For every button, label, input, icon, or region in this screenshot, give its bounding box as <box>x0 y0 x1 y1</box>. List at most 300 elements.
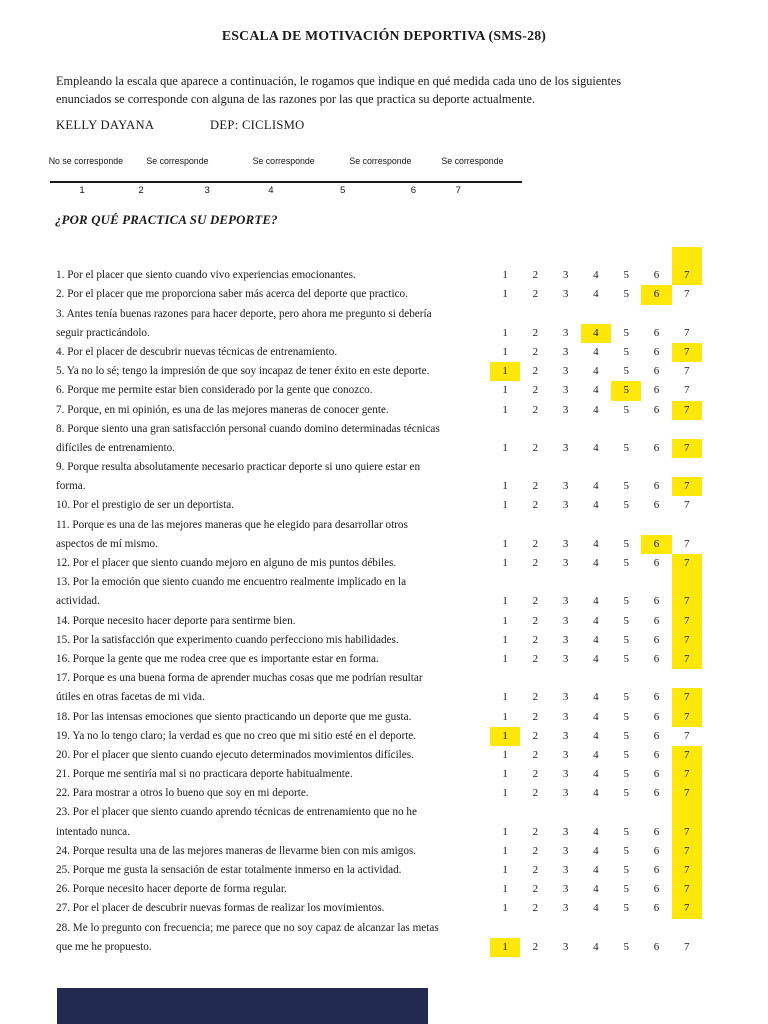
item-text-19: 19. Ya no lo tengo claro; la verdad es que no creo que mi sitio esté en el deporte. <box>56 729 417 742</box>
rating-option[interactable]: 2 <box>532 595 539 608</box>
rating-option[interactable]: 4 <box>593 557 599 569</box>
rating-option[interactable]: 2 <box>532 326 539 339</box>
rating-option[interactable]: 4 <box>593 633 599 646</box>
rating-option[interactable]: 3 <box>562 269 569 282</box>
rating-row-20 <box>490 746 702 765</box>
scale-number-6: 6 <box>410 185 417 196</box>
rating-option[interactable]: 5 <box>623 902 629 915</box>
rating-option[interactable]: 6 <box>653 883 660 896</box>
rating-option[interactable]: 1 <box>502 480 508 493</box>
rating-option[interactable]: 5 <box>623 710 629 723</box>
rating-row-11a <box>490 516 702 535</box>
rating-option[interactable]: 2 <box>532 384 539 397</box>
rating-option[interactable]: 7 <box>683 384 690 397</box>
rating-option[interactable]: 6 <box>653 633 660 646</box>
rating-option[interactable]: 2 <box>532 729 539 742</box>
rating-option[interactable]: 7 <box>683 729 690 742</box>
rating-option[interactable]: 6 <box>653 787 660 800</box>
rating-option[interactable]: 4 <box>593 365 599 378</box>
rating-option[interactable]: 2 <box>532 480 539 493</box>
rating-option[interactable]: 5 <box>623 652 629 665</box>
rating-option[interactable]: 4 <box>593 537 599 550</box>
item-text-17: útiles en otras facetas de mi vida. <box>56 691 205 704</box>
item-row-14 <box>56 612 712 631</box>
rating-option[interactable]: 3 <box>562 883 569 896</box>
item-row-9 <box>56 477 712 496</box>
rating-option[interactable]: 6 <box>653 441 660 454</box>
item-text-23a: 23. Por el placer que siento cuando aprendo técnicas de entrenamiento que no he <box>56 806 417 819</box>
rating-option[interactable]: 3 <box>562 710 569 723</box>
rating-option[interactable]: 6 <box>653 345 660 358</box>
rating-option-selected[interactable]: 5 <box>611 381 641 400</box>
item-row-12 <box>56 554 712 573</box>
rating-option[interactable]: 1 <box>502 902 508 915</box>
rating-option[interactable]: 2 <box>532 557 539 569</box>
rating-option[interactable]: 1 <box>502 614 508 627</box>
rating-row-6 <box>490 381 702 400</box>
rating-option[interactable]: 2 <box>532 345 539 358</box>
item-row-6 <box>56 381 712 400</box>
scale-number-5: 5 <box>339 185 346 196</box>
rating-option[interactable]: 5 <box>623 748 629 761</box>
rating-option[interactable]: 5 <box>623 365 629 378</box>
rating-option[interactable]: 7 <box>683 940 690 953</box>
item-row-3a <box>56 305 712 324</box>
rating-option[interactable]: 3 <box>562 902 569 915</box>
item-text-21: 21. Porque me sentiría mal si no practicara deporte habitualmente. <box>56 768 353 781</box>
rating-option[interactable]: 1 <box>502 883 508 896</box>
rating-option[interactable]: 6 <box>653 768 660 781</box>
rating-option[interactable]: 5 <box>623 940 629 953</box>
rating-option[interactable]: 7 <box>683 365 690 378</box>
rating-option <box>520 458 550 477</box>
rating-option[interactable]: 5 <box>623 883 629 896</box>
rating-option[interactable]: 6 <box>653 691 660 704</box>
rating-option[interactable]: 1 <box>502 345 508 358</box>
rating-row-13a <box>490 573 702 592</box>
rating-option[interactable]: 1 <box>502 787 508 800</box>
rating-option-selected[interactable]: 7 <box>672 823 702 842</box>
item-text-8: difíciles de entrenamiento. <box>56 441 175 454</box>
scale-number-3: 3 <box>204 185 210 196</box>
rating-option[interactable]: 7 <box>683 288 690 301</box>
rating-option[interactable]: 4 <box>593 288 599 301</box>
rating-option <box>551 573 581 592</box>
rating-option <box>490 247 520 266</box>
item-text-26: 26. Porque necesito hacer deporte de forma regular. <box>56 883 287 896</box>
rating-option[interactable]: 2 <box>532 825 539 838</box>
rating-option[interactable]: 2 <box>532 691 539 704</box>
rating-option <box>611 573 641 592</box>
page-title: ESCALA DE MOTIVACIÓN DEPORTIVA (SMS-28) <box>221 28 547 43</box>
rating-option[interactable]: 5 <box>623 345 629 358</box>
rating-option[interactable]: 4 <box>593 499 599 512</box>
rating-row-4 <box>490 343 702 362</box>
rating-option <box>581 669 611 688</box>
rating-option[interactable]: 1 <box>502 269 508 282</box>
section-heading: ¿POR QUÉ PRACTICA SU DEPORTE? <box>55 213 278 227</box>
rating-option[interactable]: 6 <box>653 710 660 723</box>
rating-option[interactable]: 2 <box>532 269 539 282</box>
rating-option[interactable]: 3 <box>562 748 569 761</box>
rating-option <box>551 247 581 266</box>
rating-option[interactable]: 7 <box>683 499 690 512</box>
rating-option[interactable]: 2 <box>532 365 539 378</box>
rating-option-selected[interactable]: 6 <box>641 535 671 554</box>
rating-row-25 <box>490 861 702 880</box>
rating-row-pre <box>490 247 702 266</box>
item-row-23a <box>56 803 712 822</box>
rating-option[interactable]: 3 <box>562 365 569 378</box>
rating-option[interactable]: 1 <box>502 864 508 876</box>
rating-option-selected[interactable]: 7 <box>672 612 702 631</box>
rating-option[interactable]: 3 <box>562 326 569 339</box>
item-text-7: 7. Porque, en mi opinión, es una de las mejores maneras de conocer gente. <box>56 403 389 416</box>
item-row-16 <box>56 650 712 669</box>
rating-option[interactable]: 1 <box>502 825 508 838</box>
rating-option[interactable]: 2 <box>532 844 539 857</box>
rating-option <box>490 516 520 535</box>
rating-option[interactable]: 6 <box>653 940 660 953</box>
rating-option-selected[interactable]: 7 <box>672 842 702 861</box>
rating-option-selected[interactable]: 7 <box>672 439 702 458</box>
rating-option[interactable]: 5 <box>623 825 629 838</box>
rating-option[interactable]: 2 <box>532 652 539 665</box>
rating-option[interactable]: 3 <box>562 288 569 301</box>
rating-option[interactable]: 2 <box>532 748 539 761</box>
rating-option[interactable]: 4 <box>593 864 599 876</box>
rating-option[interactable]: 4 <box>593 691 599 704</box>
rating-option[interactable]: 7 <box>683 537 690 550</box>
item-row-21 <box>56 765 712 784</box>
rating-option[interactable]: 4 <box>593 403 599 416</box>
rating-option <box>672 919 702 938</box>
rating-option-selected[interactable]: 7 <box>672 554 702 573</box>
rating-option[interactable]: 6 <box>653 557 660 569</box>
rating-option[interactable]: 5 <box>623 537 629 550</box>
rating-option[interactable]: 5 <box>623 787 629 800</box>
rating-row-23 <box>490 823 702 842</box>
rating-option[interactable]: 4 <box>593 825 599 838</box>
rating-option[interactable]: 4 <box>593 710 599 723</box>
rating-row-24 <box>490 842 702 861</box>
rating-option[interactable]: 6 <box>653 825 660 838</box>
rating-row-27 <box>490 899 702 918</box>
rating-option[interactable]: 1 <box>502 326 508 339</box>
rating-option[interactable]: 1 <box>502 537 508 550</box>
rating-option <box>641 803 671 822</box>
rating-option-selected[interactable]: 4 <box>581 324 611 343</box>
rating-option[interactable]: 3 <box>562 864 569 876</box>
rating-option[interactable]: 6 <box>653 614 660 627</box>
rating-option <box>520 803 550 822</box>
rating-option[interactable]: 1 <box>502 384 508 397</box>
rating-row-19 <box>490 727 702 746</box>
rating-option <box>581 458 611 477</box>
rating-option-selected[interactable]: 7 <box>672 688 702 707</box>
rating-option-selected[interactable]: 1 <box>490 938 520 957</box>
rating-option[interactable]: 3 <box>562 614 569 627</box>
item-row-9a <box>56 458 712 477</box>
rating-option[interactable]: 4 <box>593 729 599 742</box>
rating-option-selected[interactable]: 7 <box>672 708 702 727</box>
rating-option[interactable]: 1 <box>502 633 508 646</box>
rating-option-selected[interactable]: 7 <box>672 592 702 611</box>
rating-option[interactable]: 6 <box>653 902 660 915</box>
rating-row-2 <box>490 285 702 304</box>
next-page-bar <box>57 988 428 1024</box>
rating-option[interactable]: 3 <box>562 768 569 781</box>
rating-option[interactable]: 7 <box>683 326 690 339</box>
rating-option[interactable]: 2 <box>532 883 539 896</box>
rating-option[interactable]: 2 <box>532 614 539 627</box>
rating-option[interactable]: 1 <box>502 288 508 301</box>
rating-option[interactable]: 2 <box>532 441 539 454</box>
rating-option[interactable]: 1 <box>502 844 508 857</box>
item-row-24 <box>56 842 712 861</box>
item-text-11a: 11. Porque es una de las mejores maneras que he elegido para desarrollar otros <box>56 518 408 531</box>
item-row-8 <box>56 439 712 458</box>
rating-option[interactable]: 1 <box>502 710 508 723</box>
rating-option-selected[interactable]: 7 <box>672 765 702 784</box>
rating-row-17a <box>490 669 702 688</box>
rating-option[interactable]: 3 <box>562 652 569 665</box>
rating-option[interactable]: 6 <box>653 652 660 665</box>
rating-option[interactable]: 5 <box>623 768 629 781</box>
rating-option[interactable]: 4 <box>593 768 599 781</box>
rating-option[interactable]: 6 <box>653 326 660 339</box>
rating-row-22 <box>490 784 702 803</box>
rating-option[interactable]: 5 <box>623 326 629 339</box>
rating-option[interactable]: 4 <box>593 595 599 608</box>
rating-option[interactable]: 5 <box>623 729 629 742</box>
rating-option[interactable]: 4 <box>593 883 599 896</box>
rating-option-selected[interactable]: 7 <box>672 784 702 803</box>
rating-option[interactable]: 5 <box>623 633 629 646</box>
rating-option <box>581 305 611 324</box>
rating-option-selected[interactable]: 7 <box>672 401 702 420</box>
rating-option[interactable]: 5 <box>623 499 629 512</box>
rating-option[interactable]: 6 <box>653 480 660 493</box>
rating-option[interactable]: 2 <box>532 710 539 723</box>
rating-option[interactable]: 1 <box>502 557 508 569</box>
rating-option <box>641 420 671 439</box>
item-row-23 <box>56 823 712 842</box>
rating-row-8 <box>490 439 702 458</box>
rating-option[interactable]: 4 <box>593 902 599 915</box>
rating-option[interactable]: 1 <box>502 768 508 781</box>
rating-option <box>581 420 611 439</box>
rating-option[interactable]: 6 <box>653 403 660 416</box>
rating-option[interactable]: 5 <box>623 288 629 301</box>
rating-option <box>611 803 641 822</box>
rating-option[interactable]: 2 <box>532 902 539 915</box>
rating-option <box>611 305 641 324</box>
scale-label-5: Se corresponde <box>441 156 504 166</box>
rating-option-selected[interactable]: 7 <box>672 266 702 285</box>
rating-row-8a <box>490 420 702 439</box>
rating-option <box>672 516 702 535</box>
rating-option[interactable]: 6 <box>653 748 660 761</box>
rating-option[interactable]: 6 <box>653 844 660 857</box>
rating-option[interactable]: 2 <box>532 768 539 781</box>
rating-option[interactable]: 2 <box>532 864 539 876</box>
rating-option[interactable]: 3 <box>562 345 569 358</box>
rating-option[interactable]: 6 <box>653 499 660 512</box>
rating-option[interactable]: 4 <box>593 269 599 282</box>
rating-option[interactable]: 4 <box>593 940 599 953</box>
rating-option[interactable]: 4 <box>593 441 599 454</box>
rating-option <box>672 305 702 324</box>
rating-option[interactable]: 2 <box>532 288 539 301</box>
rating-option[interactable]: 5 <box>623 480 629 493</box>
rating-option[interactable]: 5 <box>623 614 629 627</box>
rating-option <box>551 669 581 688</box>
scale-label-1: No se corresponde <box>48 156 124 166</box>
rating-option[interactable]: 1 <box>502 691 508 704</box>
rating-option[interactable]: 4 <box>593 787 599 800</box>
rating-option[interactable]: 4 <box>593 345 599 358</box>
rating-option-selected[interactable]: 7 <box>672 899 702 918</box>
rating-option-selected[interactable]: 7 <box>672 631 702 650</box>
item-row-18 <box>56 708 712 727</box>
rating-option[interactable]: 3 <box>562 537 569 550</box>
rating-option <box>520 516 550 535</box>
rating-row-28 <box>490 938 702 957</box>
rating-option <box>611 516 641 535</box>
rating-option[interactable]: 5 <box>623 441 629 454</box>
rating-row-26 <box>490 880 702 899</box>
scale-number-1: 1 <box>79 185 85 196</box>
rating-option[interactable]: 2 <box>532 940 539 953</box>
rating-row-5 <box>490 362 702 381</box>
rating-option[interactable]: 3 <box>562 825 569 838</box>
item-row-3 <box>56 324 712 343</box>
item-text-10: 10. Por el prestigio de ser un deportista. <box>56 499 235 512</box>
item-text-28a: 28. Me lo pregunto con frecuencia; me parece que no soy capaz de alcanzar las metas <box>56 921 439 934</box>
rating-option <box>672 420 702 439</box>
rating-option[interactable]: 1 <box>502 595 508 608</box>
rating-option[interactable]: 3 <box>562 499 569 512</box>
item-text-27: 27. Por el placer de descubrir nuevas formas de realizar los movimientos. <box>56 902 385 915</box>
rating-option[interactable]: 5 <box>623 691 629 704</box>
instructions-line-1: Empleando la escala que aparece a continuación, le rogamos que indique en qué medida cada uno de los siguientes <box>56 74 622 88</box>
rating-option-selected[interactable]: 1 <box>490 727 520 746</box>
rating-option[interactable]: 2 <box>532 403 539 416</box>
rating-option[interactable]: 3 <box>562 633 569 646</box>
rating-option[interactable]: 2 <box>532 499 539 512</box>
rating-option <box>641 458 671 477</box>
rating-option[interactable]: 1 <box>502 499 508 512</box>
rating-option <box>672 458 702 477</box>
rating-option <box>641 247 671 266</box>
rating-option-selected[interactable]: 7 <box>672 861 702 880</box>
rating-option[interactable]: 4 <box>593 480 599 493</box>
item-row-19 <box>56 727 712 746</box>
rating-option[interactable]: 3 <box>562 441 569 454</box>
rating-option <box>641 305 671 324</box>
rating-option <box>490 803 520 822</box>
rating-option[interactable]: 2 <box>532 633 539 646</box>
rating-option[interactable]: 5 <box>623 557 629 569</box>
rating-option-selected[interactable]: 1 <box>490 362 520 381</box>
rating-option[interactable]: 6 <box>653 864 660 876</box>
item-row-15 <box>56 631 712 650</box>
rating-option[interactable]: 5 <box>623 864 629 876</box>
rating-option[interactable]: 5 <box>623 269 629 282</box>
rating-option[interactable]: 6 <box>653 595 660 608</box>
rating-option[interactable]: 6 <box>653 269 660 282</box>
rating-option[interactable]: 3 <box>562 940 569 953</box>
rating-option <box>490 573 520 592</box>
rating-option[interactable]: 6 <box>653 365 660 378</box>
rating-option[interactable]: 5 <box>623 595 629 608</box>
item-text-5: 5. Ya no lo sé; tengo la impresión de que soy incapaz de tener éxito en este deporte. <box>56 365 430 378</box>
rating-option[interactable]: 4 <box>593 384 599 397</box>
rating-option-selected[interactable]: 7 <box>672 477 702 496</box>
rating-option[interactable]: 2 <box>532 787 539 800</box>
rating-option[interactable]: 4 <box>593 844 599 857</box>
rating-option[interactable]: 3 <box>562 403 569 416</box>
scale-label-4: Se corresponde <box>349 156 412 166</box>
rating-option[interactable]: 5 <box>623 403 629 416</box>
rating-option-selected[interactable]: 7 <box>672 650 702 669</box>
rating-scale-header <box>50 156 522 202</box>
rating-option[interactable]: 4 <box>593 652 599 665</box>
rating-row-12 <box>490 554 702 573</box>
rating-option[interactable]: 3 <box>562 557 569 569</box>
rating-option[interactable]: 6 <box>653 384 660 397</box>
rating-option <box>551 516 581 535</box>
rating-option <box>672 669 702 688</box>
rating-option <box>581 247 611 266</box>
rating-option[interactable]: 3 <box>562 384 569 397</box>
item-row-28a <box>56 919 712 938</box>
rating-option[interactable]: 3 <box>562 787 569 800</box>
rating-option[interactable]: 1 <box>502 441 508 454</box>
rating-row-1 <box>490 266 702 285</box>
rating-option <box>551 305 581 324</box>
rating-option[interactable]: 5 <box>623 844 629 857</box>
rating-row-14 <box>490 612 702 631</box>
item-text-12: 12. Por el placer que siento cuando mejoro en alguno de mis puntos débiles. <box>56 557 397 569</box>
rating-option-selected[interactable]: 7 <box>672 343 702 362</box>
rating-option-selected[interactable]: 6 <box>641 285 671 304</box>
item-text-3a: 3. Antes tenía buenas razones para hacer deporte, pero ahora me pregunto si debería <box>56 307 432 320</box>
rating-option[interactable]: 3 <box>562 691 569 704</box>
rating-option[interactable]: 2 <box>532 537 539 550</box>
rating-option[interactable]: 3 <box>562 480 569 493</box>
rating-option[interactable]: 3 <box>562 595 569 608</box>
rating-option[interactable]: 4 <box>593 614 599 627</box>
rating-option-selected[interactable]: 7 <box>672 746 702 765</box>
rating-option[interactable]: 4 <box>593 748 599 761</box>
rating-option <box>641 573 671 592</box>
rating-option[interactable]: 1 <box>502 748 508 761</box>
rating-option[interactable]: 3 <box>562 844 569 857</box>
rating-option[interactable]: 3 <box>562 729 569 742</box>
rating-option[interactable]: 6 <box>653 729 660 742</box>
rating-row-28a <box>490 919 702 938</box>
rating-option <box>551 420 581 439</box>
item-text-2: 2. Por el placer que me proporciona saber más acerca del deporte que practico. <box>56 288 408 301</box>
item-text-18: 18. Por las intensas emociones que siento practicando un deporte que me gusta. <box>56 710 412 723</box>
rating-row-10 <box>490 496 702 515</box>
rating-option[interactable]: 1 <box>502 403 508 416</box>
rating-option <box>641 516 671 535</box>
rating-option-selected[interactable]: 7 <box>672 880 702 899</box>
rating-option[interactable]: 1 <box>502 652 508 665</box>
